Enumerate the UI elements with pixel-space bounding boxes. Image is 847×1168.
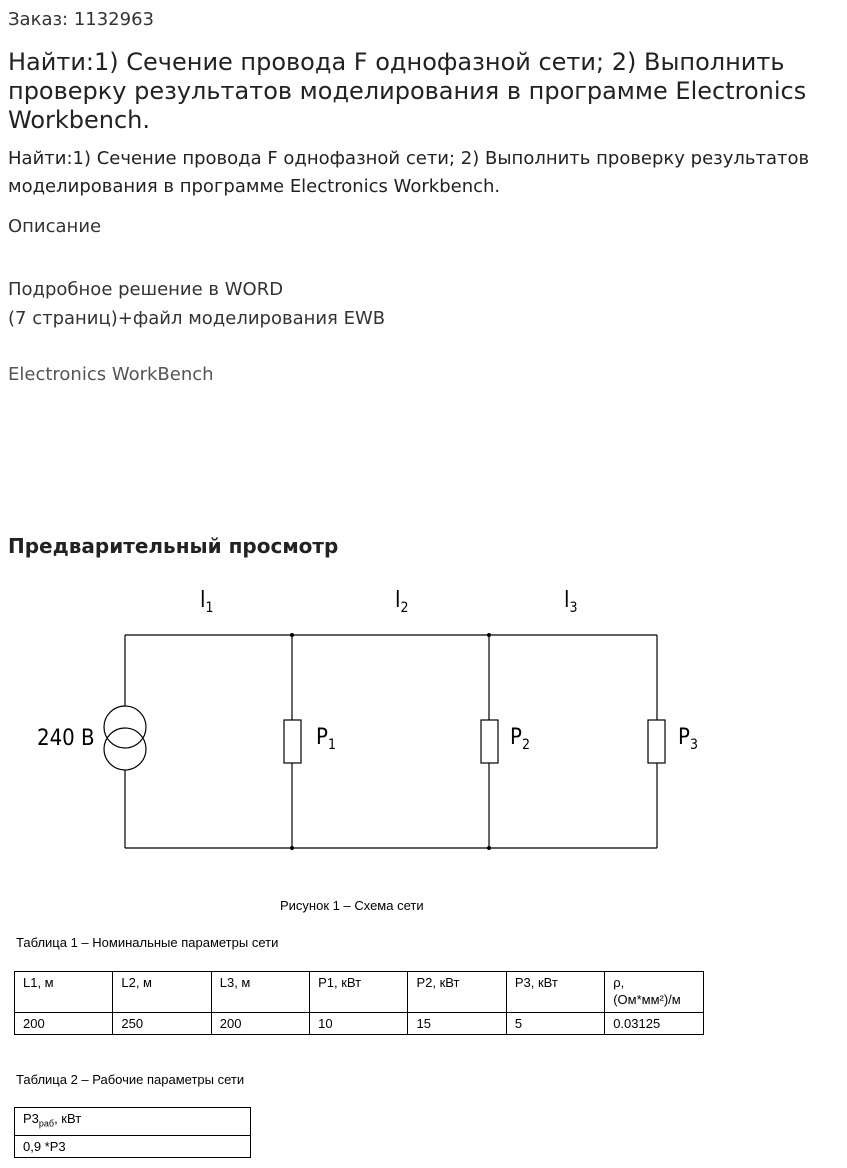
working-parameters-table [14,1107,251,1158]
table-row [15,1135,251,1157]
junction-dot [487,846,491,850]
category-link[interactable]: Electronics WorkBench [8,364,214,385]
table-header-cell: $P3_{раб}$, кВт [15,1108,251,1136]
source-voltage-label: 240 В [37,726,95,751]
preview-heading: Предварительный просмотр [8,534,339,558]
junction-dot [487,633,491,637]
segment-label-3: $l_3$ [564,588,578,616]
description-heading: Описание [8,216,102,237]
table-cell: 0.03125 [605,1013,704,1035]
order-number: Заказ: 1132963 [8,9,154,30]
table-header-row [15,972,704,1013]
load-label-2: $P_2$ [510,725,530,753]
nominal-parameters-table [14,971,704,1035]
table-header-row [15,1108,251,1136]
table-cell: 0,9 *P3 [15,1135,251,1157]
task-summary: Найти:1) Сечение провода F однофазной сети; 2) Выполнить проверку результатов моделирования в программе Electronics Workbench. [8,148,810,197]
load3-resistor [648,720,665,763]
load-label-3: $P_3$ [678,725,698,753]
table-cell: 5 [506,1013,604,1035]
segment-label-2: $l_2$ [395,588,409,616]
source-coil-bottom [104,728,146,770]
load1-resistor [284,720,301,763]
description-line: (7 страниц)+файл моделирования EWB [8,308,386,329]
table2-caption: Таблица 2 – Рабочие параметры сети [16,1072,245,1087]
table-row [15,1013,704,1035]
table-header-cell: ρ, (Ом*мм²)/м [605,972,704,1013]
table-cell: 200 [211,1013,309,1035]
segment-label-1: $l_1$ [200,588,214,616]
table-header-cell: P2, кВт [408,972,506,1013]
load2-resistor [481,720,498,763]
description-line: Подробное решение в WORD [8,279,284,300]
table-header-cell: P3, кВт [506,972,604,1013]
table-cell: 250 [113,1013,211,1035]
network-schematic [0,575,847,875]
junction-dot [290,846,294,850]
table-header-cell: P1, кВт [310,972,408,1013]
table-cell: 10 [310,1013,408,1035]
table-cell: 200 [15,1013,113,1035]
source-coil-top [104,706,146,748]
table-header-cell: L1, м [15,972,113,1013]
table-header-cell: L2, м [113,972,211,1013]
load-label-1: $P_1$ [316,725,336,753]
junction-dot [290,633,294,637]
table1-caption: Таблица 1 – Номинальные параметры сети [16,935,279,950]
figure-caption: Рисунок 1 – Схема сети [280,898,424,913]
table-cell: 15 [408,1013,506,1035]
page-title: Найти:1) Сечение провода F однофазной сети; 2) Выполнить проверку результатов моделирования в программе Electronics Workbench. [8,48,807,134]
table-header-cell: L3, м [211,972,309,1013]
